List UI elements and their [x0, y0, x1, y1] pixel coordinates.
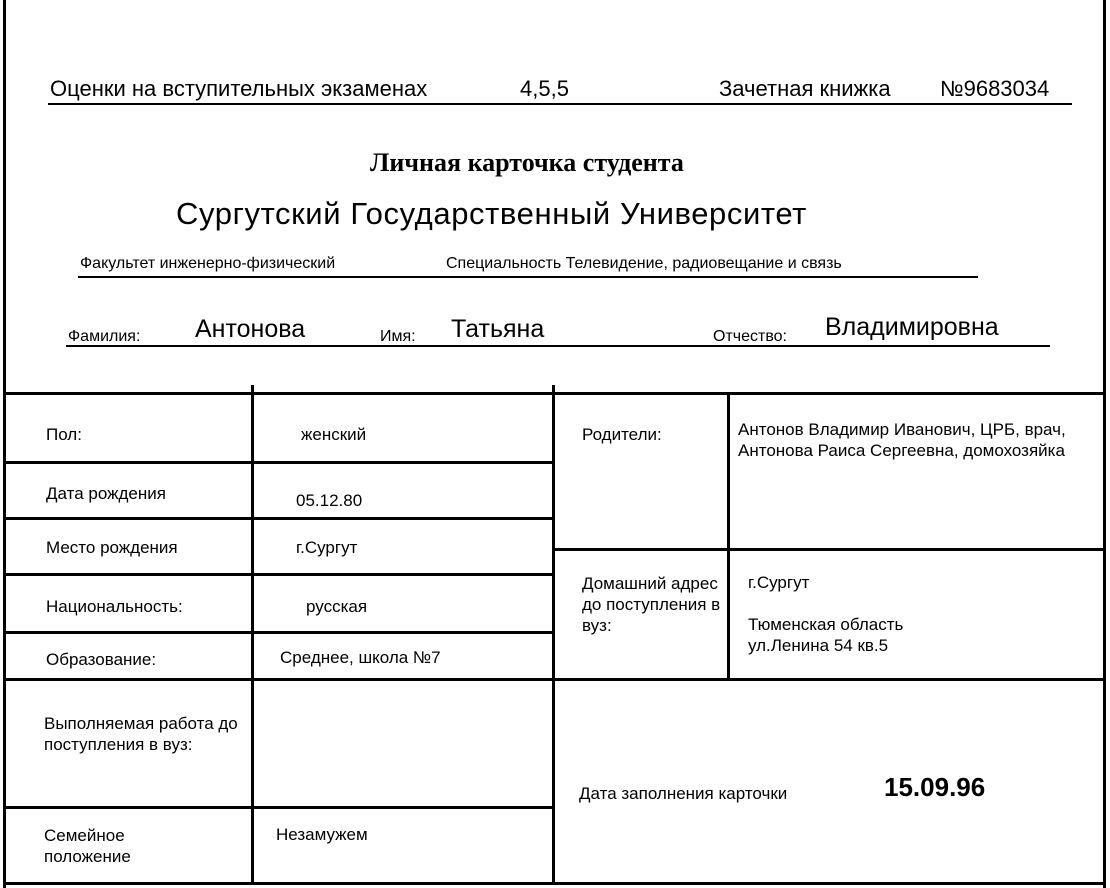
card-title: Личная карточка студента: [370, 148, 684, 177]
left-row-divider: [3, 806, 554, 809]
nationality-label: Национальность:: [46, 597, 183, 616]
left-row-divider: [3, 631, 554, 634]
gender-value: женский: [301, 425, 367, 444]
center-divider: [552, 385, 555, 885]
frame-left: [3, 0, 6, 888]
education-value: Среднее, школа №7: [280, 648, 441, 667]
left-row-divider: [3, 461, 554, 464]
record-book-label: Зачетная книжка: [719, 76, 891, 101]
right-col-divider: [727, 395, 730, 680]
university-name: Сургутский Государственный Университет: [176, 196, 807, 231]
birth-place-label: Место рождения: [46, 538, 178, 557]
education-label: Образование:: [46, 650, 157, 669]
left-row-divider: [3, 517, 554, 520]
specialty: Специальность Телевидение, радиовещание и связь: [446, 255, 842, 272]
first-name-value: Татьяна: [451, 315, 545, 343]
patronymic-label: Отчество:: [713, 328, 787, 345]
surname-value: Антонова: [195, 315, 306, 343]
exam-grades-label: Оценки на вступительных экзаменах: [50, 76, 428, 101]
parents-value: Антонов Владимир Иванович, ЦРБ, врач, Антонова Раиса Сергеевна, домохозяйка: [738, 420, 1066, 460]
faculty-underline: [78, 276, 978, 278]
marital-label: Семейное положение: [44, 826, 131, 866]
birth-place-value: г.Сургут: [296, 538, 358, 557]
birth-date-label: Дата рождения: [46, 484, 166, 503]
record-book-number: №9683034: [940, 76, 1050, 101]
patronymic-value: Владимировна: [825, 313, 999, 341]
name-underline: [66, 345, 1050, 347]
fill-date-value: 15.09.96: [884, 772, 986, 802]
left-row-divider: [3, 573, 554, 576]
address-region: Тюменская область: [748, 615, 904, 634]
right-row-divider: [553, 548, 1106, 551]
marital-value: Незамужем: [276, 825, 368, 844]
fill-date-label: Дата заполнения карточки: [579, 784, 788, 803]
address-city: г.Сургут: [748, 573, 810, 592]
left-col-divider: [251, 385, 254, 885]
address-label: Домашний адрес до поступления в вуз:: [582, 574, 721, 635]
gender-label: Пол:: [46, 425, 82, 444]
surname-label: Фамилия:: [68, 328, 141, 345]
first-name-label: Имя:: [380, 328, 416, 345]
nationality-value: русская: [306, 597, 368, 616]
parents-label: Родители:: [582, 425, 662, 444]
header-underline: [48, 103, 1072, 105]
frame-right: [1103, 0, 1106, 888]
birth-date-value: 05.12.80: [296, 491, 363, 510]
faculty: Факультет инженерно-физический: [80, 255, 336, 272]
prior-work-label: Выполняемая работа до поступления в вуз:: [44, 714, 238, 754]
exam-grades-value: 4,5,5: [520, 76, 569, 101]
address-street: ул.Ленина 54 кв.5: [748, 636, 889, 655]
